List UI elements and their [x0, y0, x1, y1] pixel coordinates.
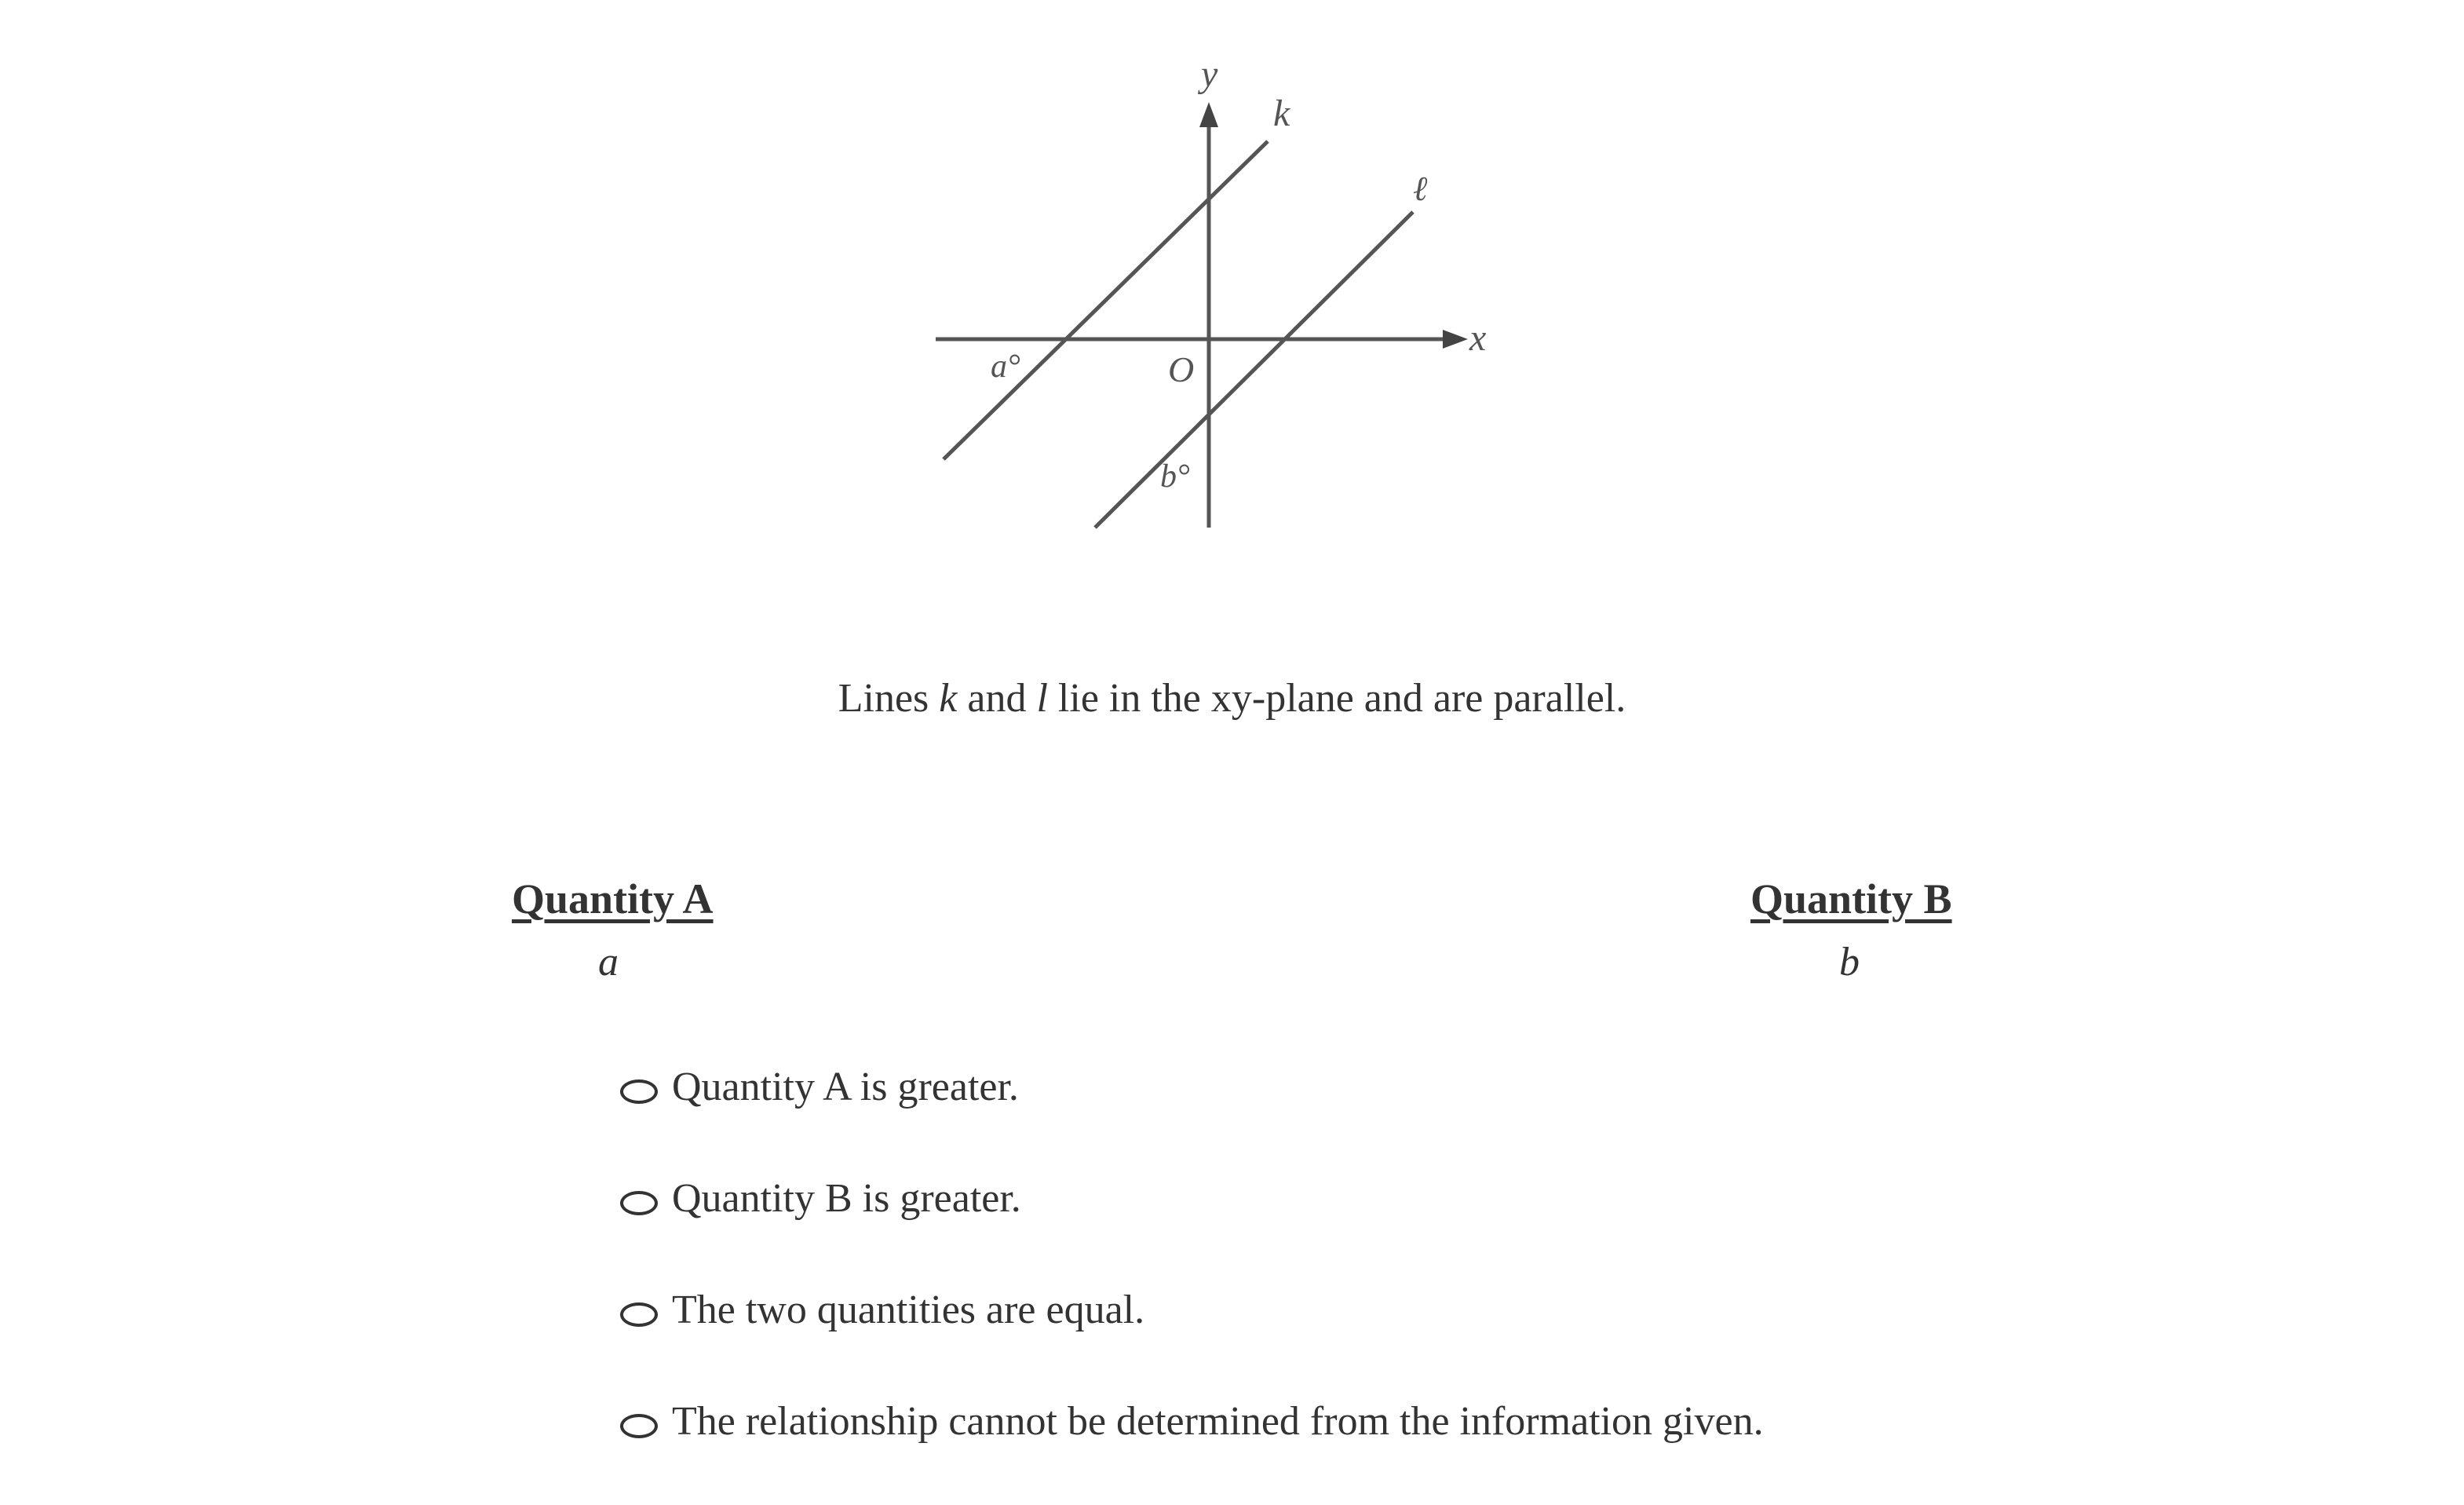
quantity-a-value: a — [598, 940, 619, 984]
choice-quantity-b-greater[interactable] — [620, 1167, 1764, 1230]
angle-a-label: a° — [991, 349, 1020, 385]
choice-label[interactable]: Quantity A is greater. — [672, 1065, 1019, 1109]
angle-b-label: b° — [1160, 458, 1190, 495]
radio-button[interactable] — [620, 1079, 658, 1104]
choice-quantities-equal[interactable] — [620, 1279, 1764, 1342]
y-axis-label: y — [1201, 53, 1218, 95]
quantity-b-heading: Quantity B — [1750, 875, 1952, 922]
x-axis-arrow-icon — [1443, 330, 1468, 349]
line-l-label: ℓ — [1413, 170, 1428, 208]
stem-suffix: lie in the xy-plane and are parallel. — [1047, 676, 1626, 721]
stem-var-l: l — [1036, 676, 1048, 721]
y-axis-arrow-icon — [1199, 102, 1218, 127]
answer-choices — [620, 1056, 1764, 1502]
stem-prefix: Lines — [838, 676, 940, 721]
line-k-label: k — [1273, 93, 1290, 134]
radio-button[interactable] — [620, 1414, 658, 1438]
radio-button[interactable] — [620, 1302, 658, 1327]
quantity-b-value: b — [1839, 940, 1860, 984]
choice-cannot-be-determined[interactable] — [620, 1390, 1764, 1453]
question-stem — [0, 667, 2464, 730]
choice-label[interactable]: Quantity B is greater. — [672, 1176, 1021, 1221]
line-k — [944, 141, 1268, 459]
choice-label[interactable]: The relationship cannot be determined from the information given. — [672, 1399, 1764, 1444]
x-axis-label: x — [1469, 317, 1487, 359]
coordinate-figure — [0, 0, 2464, 581]
quantity-a-heading: Quantity A — [512, 875, 714, 922]
choice-quantity-a-greater[interactable] — [620, 1056, 1764, 1119]
figure-svg — [0, 0, 2464, 581]
line-l — [1095, 212, 1413, 528]
choice-label[interactable]: The two quantities are equal. — [672, 1288, 1145, 1332]
stem-var-k: k — [939, 676, 958, 721]
origin-label: O — [1168, 349, 1195, 389]
radio-button[interactable] — [620, 1191, 658, 1215]
stem-middle: and — [957, 676, 1037, 721]
